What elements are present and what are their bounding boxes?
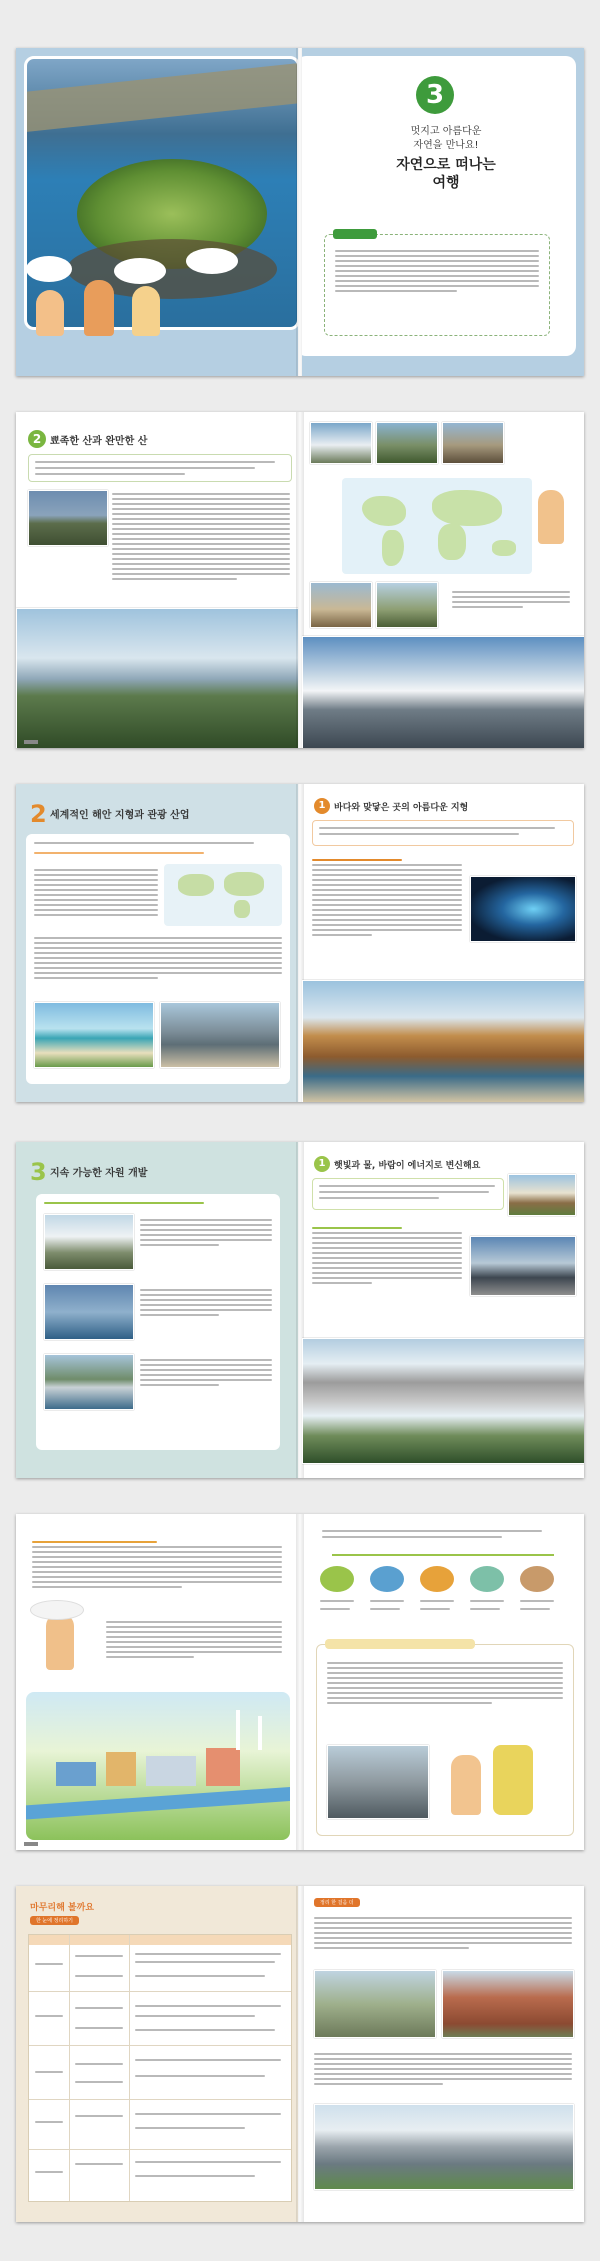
body-text — [112, 490, 290, 583]
page-right — [302, 48, 584, 376]
section-title: 세계적인 해안 지형과 관광 산업 — [50, 810, 190, 821]
chapter-subtitle-line1: 멋지고 아름다운 — [410, 126, 482, 137]
continent — [382, 530, 404, 566]
question-box — [312, 820, 574, 846]
intro-tab — [333, 229, 377, 239]
teacher-character — [46, 1614, 74, 1670]
page-right — [302, 784, 584, 1102]
child-character — [84, 280, 114, 336]
coastline — [24, 61, 298, 132]
page-left — [16, 1886, 298, 2222]
continent — [438, 524, 466, 560]
speech-bubble — [114, 258, 166, 284]
page-left — [16, 412, 298, 748]
title-card — [302, 56, 576, 356]
chapter-subtitle-line2: 자연을 만나요! — [413, 140, 479, 151]
mountain-photo — [28, 490, 108, 546]
activity-text — [327, 1659, 563, 1707]
page-left — [16, 48, 298, 376]
caption-box — [140, 1286, 272, 1319]
cave-photo — [470, 876, 576, 942]
page-right — [302, 412, 584, 748]
section-number: 3 — [30, 1158, 47, 1186]
world-map — [164, 864, 282, 926]
cartoon-characters — [447, 1741, 557, 1821]
intro-box — [324, 234, 550, 336]
village-photo — [508, 1174, 576, 1216]
continent — [362, 496, 406, 526]
spread-review — [16, 1886, 584, 2222]
world-map — [342, 478, 532, 574]
section-title: 뾰족한 산과 완만한 산 — [50, 436, 148, 447]
wind-farm-photo — [44, 1284, 134, 1340]
section-title: 바다와 맞닿은 곳의 아름다운 지형 — [334, 803, 469, 813]
section-title: 햇빛과 물, 바람이 에너지로 변신해요 — [334, 1161, 481, 1171]
teacher-character — [538, 490, 564, 544]
character-group — [36, 280, 206, 340]
forest-photo — [16, 608, 298, 748]
page-right — [302, 1886, 584, 2222]
body-text — [34, 934, 282, 982]
content-card — [26, 834, 290, 1084]
question-box — [28, 454, 292, 482]
page-left — [16, 1142, 298, 1478]
geothermal-photo — [44, 1214, 134, 1270]
page-right — [302, 1142, 584, 1478]
page-number — [24, 1842, 38, 1846]
snowy-mountain-photo — [302, 636, 584, 748]
chapter-number: 3 — [416, 76, 454, 114]
caption-box — [140, 1216, 272, 1249]
speech-bubble — [26, 256, 72, 282]
text-line — [322, 1536, 502, 1538]
cyclist-photo — [314, 1970, 436, 2038]
mountain-photo — [376, 422, 438, 464]
review-tab: 한 눈에 정리하기 — [30, 1916, 79, 1925]
mountain-photo — [376, 582, 438, 628]
page-left — [16, 1514, 298, 1850]
activity-tab — [325, 1639, 475, 1649]
section-number: 2 — [28, 430, 46, 448]
summary-table — [28, 1934, 292, 2202]
body-text — [106, 1618, 282, 1661]
content-card — [36, 1194, 280, 1450]
body-text — [314, 2050, 572, 2088]
section-number: 2 — [30, 800, 47, 828]
city-skyline-photo — [314, 2104, 574, 2190]
section-number: 1 — [314, 798, 330, 814]
spread-chapter-opener — [16, 48, 584, 376]
hydroelectric-dam-photo — [302, 1338, 584, 1464]
child-character — [132, 286, 160, 336]
intro-text-block — [335, 247, 539, 295]
spread-coast — [16, 784, 584, 1102]
page-number — [24, 740, 38, 744]
cliff-photo — [160, 1002, 280, 1068]
speech-bubble — [186, 248, 238, 274]
continent — [432, 490, 502, 526]
solar-car-photo — [470, 1236, 576, 1296]
beach-photo — [34, 1002, 154, 1068]
building-photo — [442, 1970, 574, 2038]
chapter-title-line2: 여행 — [432, 175, 460, 191]
chapter-title-line1: 자연으로 떠나는 — [396, 157, 496, 173]
body-text — [314, 1914, 572, 1952]
review-tab: 정리 한 걸음 더 — [314, 1898, 360, 1907]
body-text — [312, 1224, 462, 1287]
caption-box — [140, 1356, 272, 1389]
spread-sustainable — [16, 1514, 584, 1850]
mountain-photo — [310, 422, 372, 464]
refinery-photo — [327, 1745, 429, 1819]
resource-diagram — [312, 1550, 574, 1646]
section-title: 지속 가능한 자원 개발 — [50, 1168, 148, 1179]
spread-energy — [16, 1142, 584, 1478]
mountain-photo — [442, 422, 504, 464]
body-text — [32, 1538, 282, 1591]
activity-box — [316, 1644, 574, 1836]
section-number: 1 — [314, 1156, 330, 1172]
continent — [492, 540, 516, 556]
page-right — [302, 1514, 584, 1850]
body-text — [34, 866, 158, 919]
note-text — [452, 588, 570, 611]
speech-bubble — [30, 1600, 84, 1620]
body-text — [312, 856, 462, 939]
text-line — [322, 1530, 542, 1532]
eco-city-illustration — [26, 1692, 290, 1840]
dam-photo — [44, 1354, 134, 1410]
mountain-photo — [310, 582, 372, 628]
spread-mountains — [16, 412, 584, 748]
sea-stacks-photo — [302, 980, 584, 1102]
child-character — [36, 290, 64, 336]
page-left — [16, 784, 298, 1102]
question-box — [312, 1178, 504, 1210]
review-heading: 마무리해 볼까요 — [30, 1903, 94, 1913]
